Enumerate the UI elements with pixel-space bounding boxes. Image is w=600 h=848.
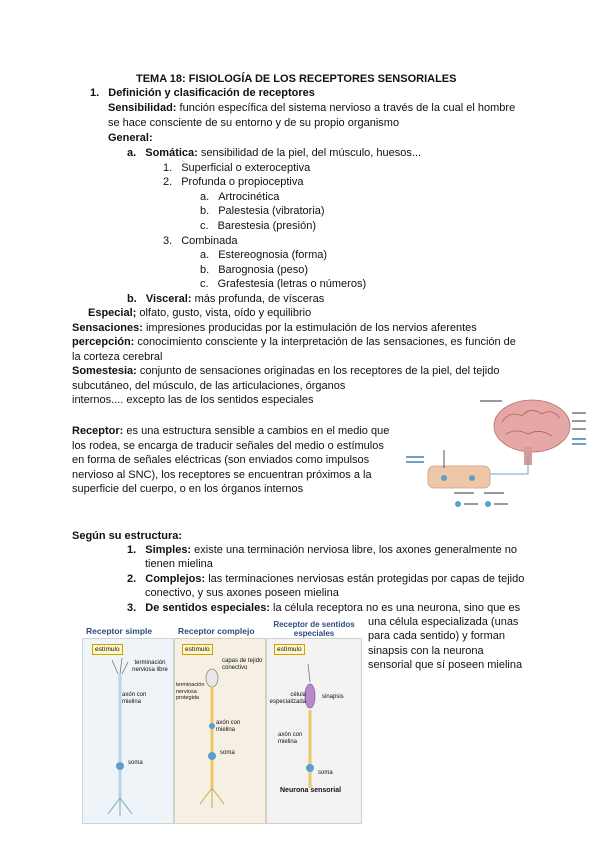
sensaciones-line (72, 321, 477, 336)
label-axon-complejo: axón con mielina (216, 720, 241, 733)
list-item: c. Grafestesia (letras o números) (200, 278, 367, 290)
list-item: c. Barestesia (presión) (200, 220, 316, 232)
percepcion-term: percepción: (72, 336, 135, 348)
label-celula-especializada: célula especializada (269, 692, 306, 705)
specialized-cell (305, 684, 315, 708)
somatica-letter: a. (127, 147, 137, 159)
general-heading: General: (108, 132, 153, 144)
somestesia-line1: Somestesia: conjunto de sensaciones originadas en los receptores de la piel, del tejido (72, 365, 500, 377)
label-soma-simple: soma (128, 760, 143, 766)
sensibilidad-line1 (108, 101, 515, 116)
section-heading (90, 86, 315, 101)
list-item: b. Barognosia (peso) (200, 264, 309, 276)
receptor-line5: superficie del cuerpo, o en los órganos internos (72, 483, 304, 495)
simples-line2: tienen mielina (145, 558, 213, 570)
receptor-line1: Receptor: es una estructura sensible a cambios en el medio que (72, 425, 390, 437)
skin-illustration (428, 466, 490, 488)
panel-title-complejo: Receptor complejo (178, 626, 255, 636)
label-terminacion-protegida: terminación nerviosa protegida (176, 682, 205, 701)
label-capas-tejido: capas de tejido conectivo (222, 658, 263, 671)
receptor-pathway-illustration (404, 392, 588, 514)
list-item: 3. Combinada (163, 235, 238, 247)
estructura-item-simples: 1. Simples: existe una terminación nerviosa libre, los axones generalmente no (127, 544, 518, 556)
especiales-cont-3: sinapsis con la neurona (368, 645, 484, 657)
receptor-line4: nervioso al SNC), los receptores se encuentran próximos a la (72, 469, 372, 481)
especiales-cont-4: sensorial que sí poseen mielina (368, 659, 523, 671)
soma-simple (116, 762, 124, 770)
label-neurona-sensorial: Neurona sensorial (280, 787, 342, 794)
soma-complejo (208, 752, 216, 760)
receptor-term: Receptor: (72, 425, 124, 437)
visceral-item: b. Visceral: más profunda, de vísceras (127, 293, 325, 305)
percepcion-line2: la corteza cerebral (72, 351, 163, 363)
label-soma-complejo: soma (220, 750, 235, 756)
especial-line (88, 306, 311, 321)
label-terminacion-libre: terminación nerviosa libre (132, 660, 168, 673)
sensaciones-desc: impresiones producidas por la estimulación de los nervios aferentes (142, 322, 477, 334)
label-axon-simple: axón con mielina (122, 692, 147, 705)
visceral-desc: más profunda, de vísceras (191, 293, 325, 305)
soma-especial (306, 764, 314, 772)
percepcion-line1: percepción: conocimiento consciente y la interpretación de las sensaciones, es función de (72, 336, 516, 348)
brain-illustration (494, 400, 570, 452)
estructura-item-especiales: 3. De sentidos especiales: la célula receptora no es una neurona, sino que es (127, 602, 521, 614)
complejos-term: Complejos: (145, 573, 206, 585)
panel-title-especial: Receptor de sentidos especiales (273, 620, 355, 638)
somatica-item (127, 146, 421, 161)
label-sinapsis: sinapsis (322, 694, 344, 700)
list-item: 2. Profunda o propioceptiva (163, 176, 304, 188)
estimulo-box-simple: estímulo (92, 644, 123, 655)
somatica-desc: sensibilidad de la piel, del músculo, huesos... (197, 147, 422, 159)
especial-term: Especial; (88, 307, 137, 319)
sensibilidad-term: Sensibilidad: (108, 102, 177, 114)
receptor-line3: en forma de señales eléctricas (son enviados como impulsos (72, 454, 370, 466)
panel-title-simple: Receptor simple (86, 626, 153, 636)
sensibilidad-desc: función específica del sistema nervioso a través de la cual el hombre (176, 102, 516, 114)
somestesia-term: Somestesia: (72, 365, 137, 377)
simples-term: Simples: (145, 544, 192, 556)
section-title: Definición y clasificación de receptores (108, 87, 315, 99)
page-title: TEMA 18: FISIOLOGÍA DE LOS RECEPTORES SENSORIALES (136, 73, 457, 85)
list-item: a. Artrocinética (200, 191, 280, 203)
especiales-term: De sentidos especiales: (145, 602, 270, 614)
visceral-term: Visceral: (145, 293, 192, 305)
estructura-heading: Según su estructura: (72, 530, 183, 542)
list-item: a. Estereognosia (forma) (200, 249, 328, 261)
list-item: 1. Superficial o exteroceptiva (163, 162, 311, 174)
list-item: b. Palestesia (vibratoria) (200, 205, 325, 217)
label-axon-especial: axón con mielina (278, 732, 303, 745)
estructura-item-complejos: 2. Complejos: las terminaciones nerviosas están protegidas por capas de tejido (127, 573, 525, 585)
somestesia-line3: internos.... excepto las de los sentidos especiales (72, 394, 314, 406)
estimulo-box-especial: estímulo (274, 644, 305, 655)
especiales-cont-1: una célula especializada (unas (368, 616, 519, 628)
somestesia-line2: subcutáneo, del músculo, de las articulaciones, órganos (72, 380, 346, 392)
especial-desc: olfato, gusto, vista, oído y equilibrio (136, 307, 312, 319)
especiales-cont-2: para cada sentido) y forman (368, 630, 505, 642)
label-soma-especial: soma (318, 770, 333, 776)
sensaciones-term: Sensaciones: (72, 322, 143, 334)
sensibilidad-line2: se hace consciente de su entorno y de su propio organismo (108, 117, 400, 129)
receptor-types-figure (82, 620, 364, 824)
receptor-line2: los rodea, se encarga de traducir señales del medio o estímulos (72, 440, 384, 452)
estimulo-box-complejo: estímulo (182, 644, 213, 655)
complejos-line2: conectivo, y sus axones poseen mielina (145, 587, 339, 599)
somatica-term: Somática: (145, 147, 198, 159)
section-number: 1. (90, 87, 100, 99)
